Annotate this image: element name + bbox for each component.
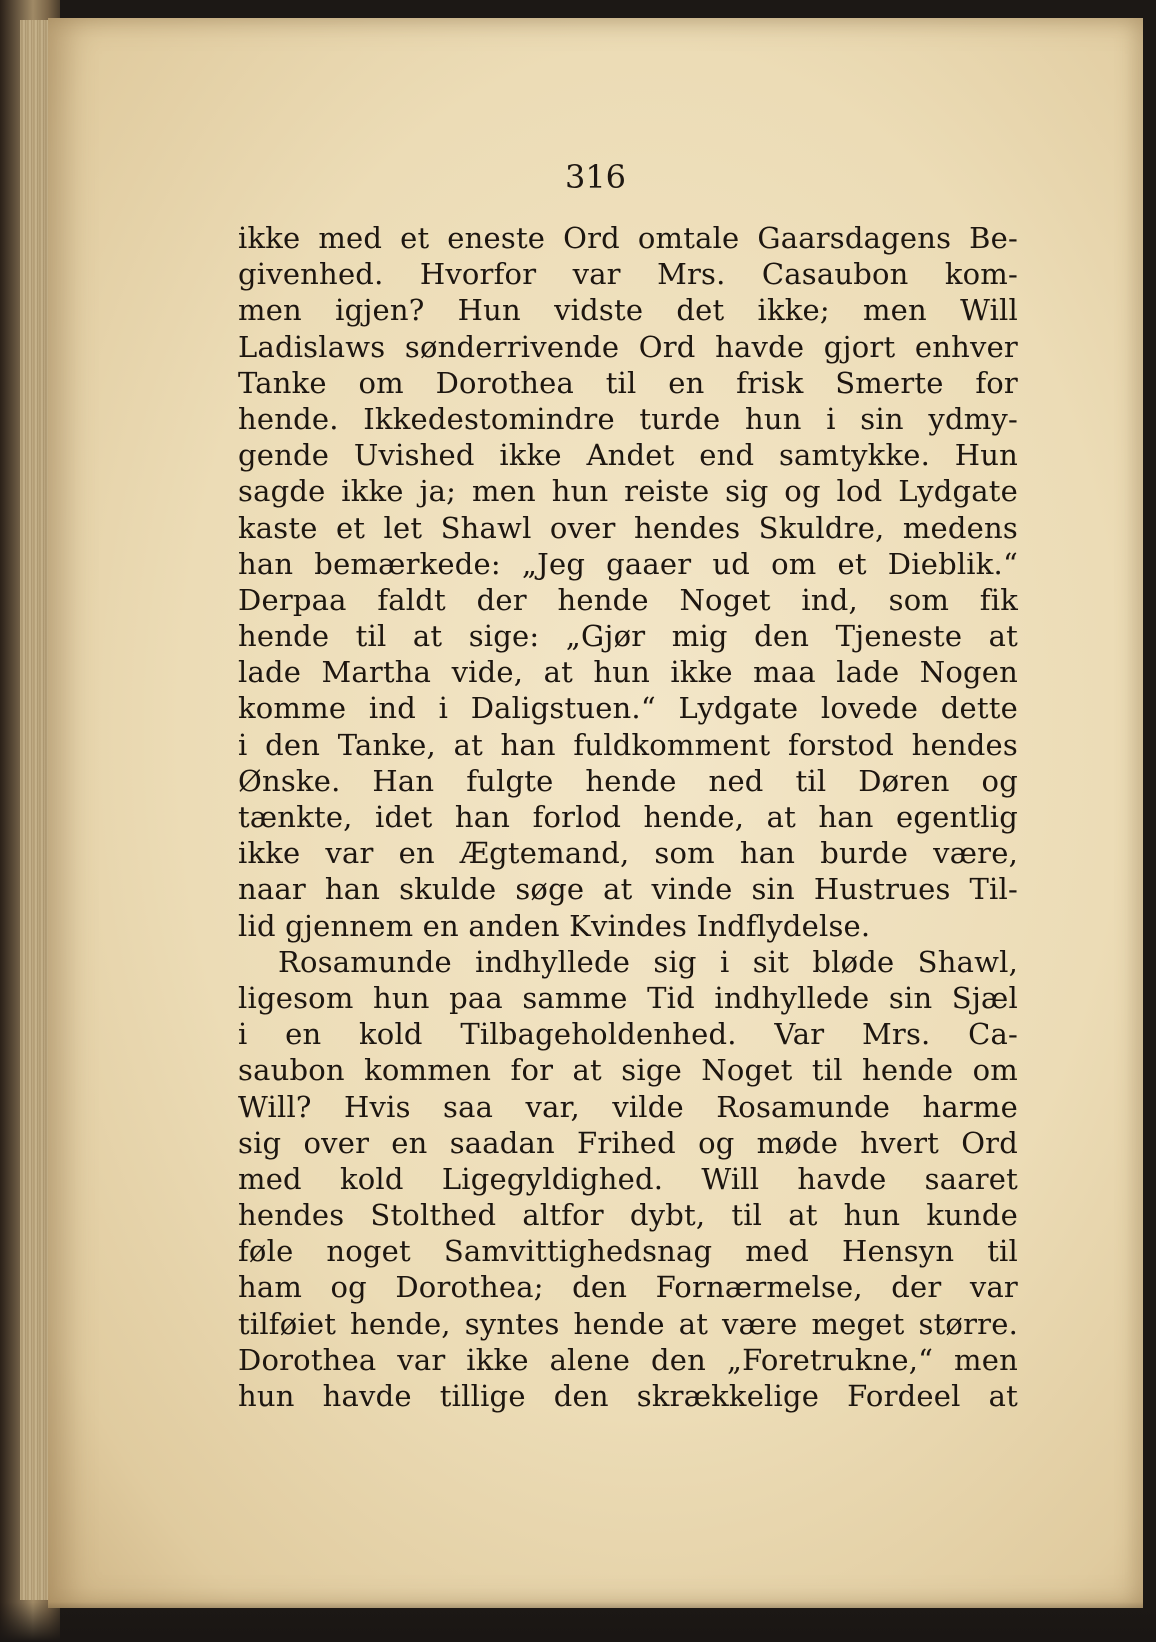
text-line: tilføiet hende, syntes hende at være meget større. <box>238 1306 1018 1341</box>
text-line: komme ind i Daligstuen.“ Lydgate lovede dette <box>238 691 1018 726</box>
text-line: lid gjennem en anden Kvindes Indflydelse. <box>238 908 871 943</box>
bottom-shadow <box>0 1602 1156 1642</box>
text-line: naar han skulde søge at vinde sin Hustrues Til- <box>238 872 1018 907</box>
text-line: hendes Stolthed altfor dybt, til at hun kunde <box>238 1198 1018 1233</box>
text-line: hende. Ikkedestomindre turde hun i sin ydmy- <box>238 401 1018 436</box>
text-line: Ønske. Han fulgte hende ned til Døren og <box>238 763 1018 798</box>
text-line: hun havde tillige den skrækkelige Fordeel at <box>238 1379 1018 1413</box>
text-line: givenhed. Hvorfor var Mrs. Casaubon kom- <box>238 257 1018 292</box>
text-line: Ladislaws sønderrivende Ord havde gjort enhver <box>238 329 1018 364</box>
text-line: ligesom hun paa samme Tid indhyllede sin Sjæl <box>238 980 1018 1015</box>
text-line: ikke med et eneste Ord omtale Gaarsdagens Be- <box>238 221 1018 255</box>
page-number: 316 <box>564 158 627 196</box>
text-line: lade Martha vide, at hun ikke maa lade Nogen <box>238 655 1018 690</box>
text-line: Rosamunde indhyllede sig i sit bløde Shawl, <box>278 944 1018 979</box>
body-text <box>238 220 1018 1414</box>
text-line: ham og Dorothea; den Fornærmelse, der var <box>238 1270 1018 1305</box>
text-line: sagde ikke ja; men hun reiste sig og lod Lydgate <box>238 474 1018 509</box>
text-line: men igjen? Hun vidste det ikke; men Will <box>238 293 1018 328</box>
text-line: med kold Ligegyldighed. Will havde saaret <box>238 1161 1018 1196</box>
text-line: sig over en saadan Frihed og møde hvert Ord <box>238 1125 1018 1160</box>
text-line: Derpaa faldt der hende Noget ind, som fik <box>238 582 1018 617</box>
text-line: Tanke om Dorothea til en frisk Smerte for <box>238 365 1018 400</box>
text-line: kaste et let Shawl over hendes Skuldre, medens <box>238 510 1018 545</box>
text-line: i en kold Tilbageholdenhed. Var Mrs. Ca- <box>238 1017 1018 1052</box>
text-line: føle noget Samvittighedsnag med Hensyn til <box>238 1234 1018 1269</box>
text-line: Will? Hvis saa var, vilde Rosamunde harme <box>238 1089 1018 1124</box>
text-line: saubon kommen for at sige Noget til hende om <box>238 1053 1018 1088</box>
text-line: ikke var en Ægtemand, som han burde være, <box>238 836 1018 871</box>
text-line: hende til at sige: „Gjør mig den Tjeneste at <box>238 619 1018 654</box>
text-line: i den Tanke, at han fuldkomment forstod hendes <box>238 727 1018 762</box>
text-line: gende Uvished ikke Andet end samtykke. Hun <box>238 438 1018 473</box>
text-line: han bemærkede: „Jeg gaaer ud om et Dieblik.“ <box>238 546 1018 581</box>
text-line: Dorothea var ikke alene den „Foretrukne,“ men <box>238 1342 1018 1377</box>
text-line: tænkte, idet han forlod hende, at han egentlig <box>238 800 1018 834</box>
